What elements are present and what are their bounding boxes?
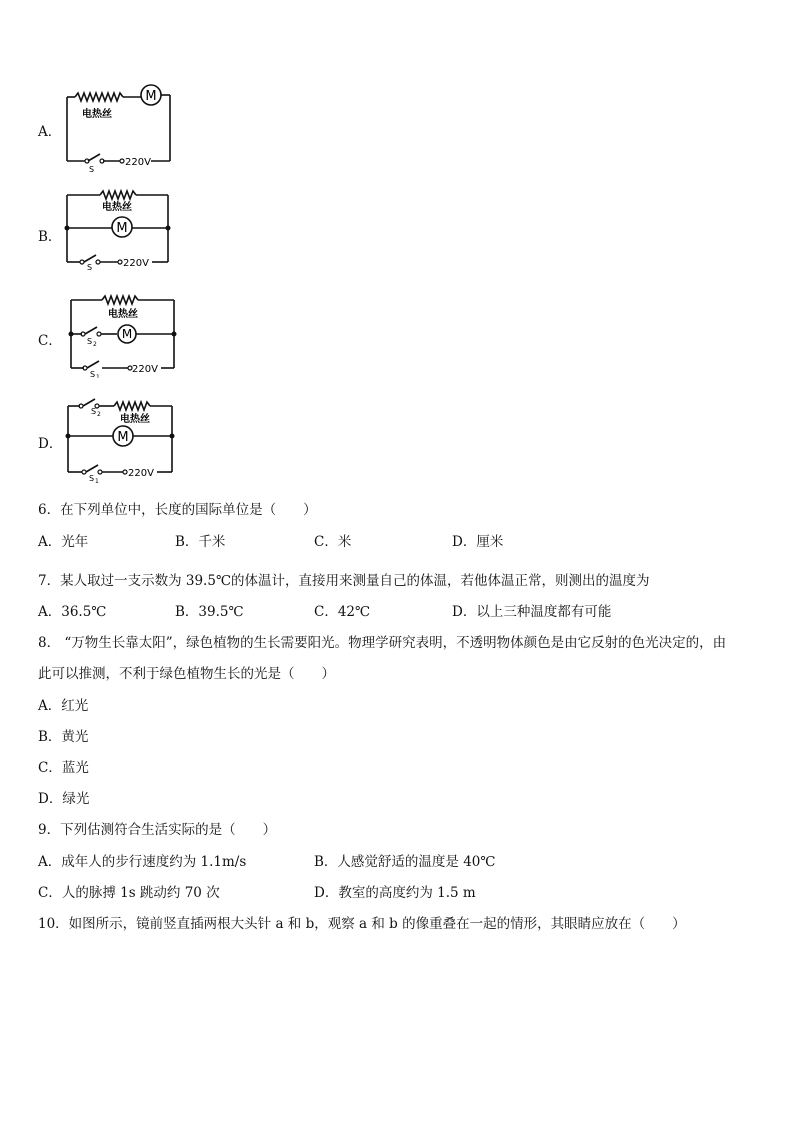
heater-label: 电热丝 xyxy=(82,109,112,120)
question-9-choice-a: A．成年人的步行速度约为 1.1m/s xyxy=(38,854,247,870)
question-8-choice-b: B．黄光 xyxy=(38,729,89,745)
switch-1-subscript: 1 xyxy=(96,374,100,378)
question-8-stem-line-2: 此可以推测，不利于绿色植物生长的光是（ ） xyxy=(38,666,335,682)
motor-label: M xyxy=(116,221,128,236)
voltage-label: 220V xyxy=(125,157,151,168)
switch-2-subscript: 2 xyxy=(97,411,101,418)
heater-label: 电热丝 xyxy=(108,309,138,320)
switch-1-label: S xyxy=(90,370,96,378)
switch-1-blade xyxy=(87,361,99,368)
question-6-choice-b: B．千米 xyxy=(175,534,226,550)
question-6-choice-d: D．厘米 xyxy=(452,534,504,550)
heater-resistor-zigzag xyxy=(102,296,138,304)
question-9-stem: 9．下列估测符合生活实际的是（ ） xyxy=(38,822,277,838)
switch-1-label: S xyxy=(89,474,95,483)
heater-resistor-zigzag xyxy=(100,191,136,199)
question-9-choice-c: C．人的脉搏 1s 跳动约 70 次 xyxy=(38,885,220,901)
circuit-diagram-b xyxy=(60,188,175,270)
option-a-letter: A． xyxy=(38,124,62,140)
question-8-choice-d: D．绿光 xyxy=(38,791,90,807)
switch-2-blade xyxy=(83,399,95,406)
question-8-choice-a: A．红光 xyxy=(38,698,89,714)
question-9-choice-b: B．人感觉舒适的温度是 40℃ xyxy=(314,854,496,870)
voltage-label: 220V xyxy=(132,364,158,375)
question-7-stem: 7．某人取过一支示数为 39.5℃的体温计，直接用来测量自己的体温，若他体温正常，则测出的温度为 xyxy=(38,573,650,589)
switch-1-blade xyxy=(86,465,98,472)
heater-label: 电热丝 xyxy=(120,414,150,425)
voltage-label: 220V xyxy=(123,258,149,269)
switch-2-blade xyxy=(85,327,97,334)
question-7-choice-c: C．42℃ xyxy=(314,604,371,620)
option-b-letter: B． xyxy=(38,229,62,245)
question-7-choice-d: D．以上三种温度都有可能 xyxy=(452,604,612,620)
heater-resistor-zigzag xyxy=(114,402,150,410)
circuit-diagram-c xyxy=(64,292,180,378)
heater-label: 电热丝 xyxy=(102,202,132,213)
question-6-choice-c: C．米 xyxy=(314,534,352,550)
switch-blade xyxy=(84,255,96,262)
switch-label: S xyxy=(87,263,93,270)
motor-label: M xyxy=(121,327,133,341)
question-9-choice-d: D．教室的高度约为 1.5 m xyxy=(314,885,476,901)
motor-label: M xyxy=(145,89,157,104)
switch-2-label: S xyxy=(87,337,93,346)
switch-label: S xyxy=(89,165,95,174)
question-6-choice-a: A．光年 xyxy=(38,534,89,550)
question-10-stem: 10．如图所示，镜前竖直插两根大头针 a 和 b，观察 a 和 b 的像重叠在一起的情形，其眼睛应放在（ ） xyxy=(38,916,686,932)
question-7-choice-a: A．36.5℃ xyxy=(38,604,107,620)
question-6-stem: 6．在下列单位中，长度的国际单位是（ ） xyxy=(38,502,317,518)
question-8-choice-c: C．蓝光 xyxy=(38,760,89,776)
circuit-diagram-d xyxy=(60,396,180,484)
switch-1-subscript: 1 xyxy=(95,478,99,484)
circuit-diagram-a xyxy=(60,82,180,174)
switch-blade xyxy=(88,154,100,161)
switch-2-label: S xyxy=(91,407,97,416)
option-d-letter: D． xyxy=(38,436,63,452)
switch-2-subscript: 2 xyxy=(93,341,97,348)
question-7-choice-b: B．39.5℃ xyxy=(175,604,244,620)
option-c-letter: C． xyxy=(38,333,62,349)
voltage-label: 220V xyxy=(128,468,154,479)
heater-resistor-zigzag xyxy=(75,93,123,101)
motor-label: M xyxy=(117,430,129,445)
question-8-stem-line-1: 8． “万物生长靠太阳”，绿色植物的生长需要阳光。物理学研究表明，不透明物体颜色是由它反射的色光决定的，由 xyxy=(38,635,727,651)
